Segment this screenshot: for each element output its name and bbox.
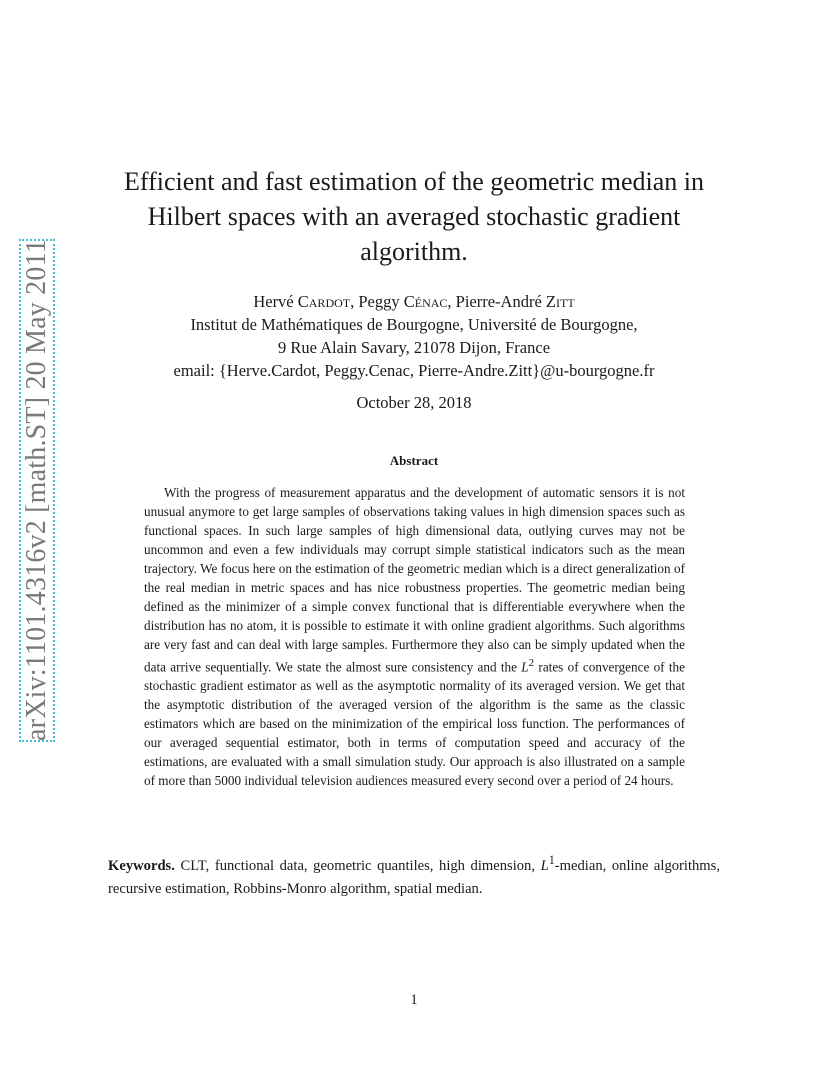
abstract-heading: Abstract (389, 453, 439, 468)
affiliation-line-2: 9 Rue Alain Savary, 21078 Dijon, France (277, 338, 551, 357)
abstract-l2-symbol: L (521, 659, 529, 675)
page-number: 1 (410, 992, 418, 1008)
author3-first-name: Pierre-André (455, 292, 542, 311)
author1-last-name: Cardot (297, 292, 351, 311)
author-block (108, 290, 720, 382)
keywords-l1-symbol: L (540, 857, 549, 874)
abstract-body (144, 483, 685, 790)
title-line-2: Hilbert spaces with an averaged stochastic gradient (147, 202, 681, 231)
author-names: Hervé Cardot, Peggy Cénac, Pierre-André Zitt (253, 292, 575, 311)
title-line-1: Efficient and fast estimation of the geometric median in (124, 167, 704, 196)
keywords-paragraph (108, 849, 720, 901)
author3-last-name: Zitt (545, 292, 575, 311)
email-line: email: {Herve.Cardot, Peggy.Cenac, Pierre-Andre.Zitt}@u-bourgogne.fr (173, 361, 655, 380)
abstract-text-part-2: rates of convergence of the stochastic gradient estimator as well as the asymptotic normality of its averaged version. We get that the asymptotic distribution of the averaged version of the algorithm is the same as the classic estimators which are based on the minimization of the empirical loss function. The performances of our averaged sequential estimator, both in terms of computation speed and accuracy of the estimations, are evaluated with a small simulation study. Our approach is also illustrated on a sample of more than 5000 individual television audiences measured every second over a period of 24 hours. (144, 659, 685, 789)
author2-first-name: Peggy (358, 292, 400, 311)
title-line-3: algorithm. (360, 237, 468, 266)
author1-first-name: Hervé (253, 292, 294, 311)
paper-date: October 28, 2018 (356, 393, 472, 412)
keywords-l1-exponent: 1 (548, 853, 555, 867)
keywords-text-part-1: CLT, functional data, geometric quantiles, high dimension, (174, 857, 541, 874)
paper-title (108, 164, 720, 269)
keywords-label: Keywords. (108, 857, 175, 874)
affiliation-line-1: Institut de Mathématiques de Bourgogne, Université de Bourgogne, (190, 315, 638, 334)
abstract-l2-exponent: 2 (528, 657, 535, 669)
arxiv-identifier-stamp: arXiv:1101.4316v2 [math.ST] 20 May 2011 (21, 239, 52, 741)
keywords-text-part-2: -median, online algorithms, recursive estimation, Robbins-Monro algorithm, spatial median. (108, 857, 720, 897)
author2-last-name: Cénac (403, 292, 448, 311)
abstract-text-part-1: With the progress of measurement apparatus and the development of automatic sensors it is not unusual anymore to get large samples of observations taking values in high dimension spaces such as functional spaces. In such large samples of high dimensional data, outlying curves may not be uncommon and even a few individuals may corrupt simple statistical indicators such as the mean trajectory. We focus here on the estimation of the geometric median which is a direct generalization of the real median in metric spaces and has nice robustness properties. The geometric median being defined as the minimizer of a simple convex functional that is differentiable everywhere when the distribution has no atom, it is possible to estimate it with online gradient algorithms. Such algorithms are very fast and can deal with large samples. Furthermore they also can be simply updated when the data arrive sequentially. We state the almost sure consistency and the (144, 485, 685, 675)
